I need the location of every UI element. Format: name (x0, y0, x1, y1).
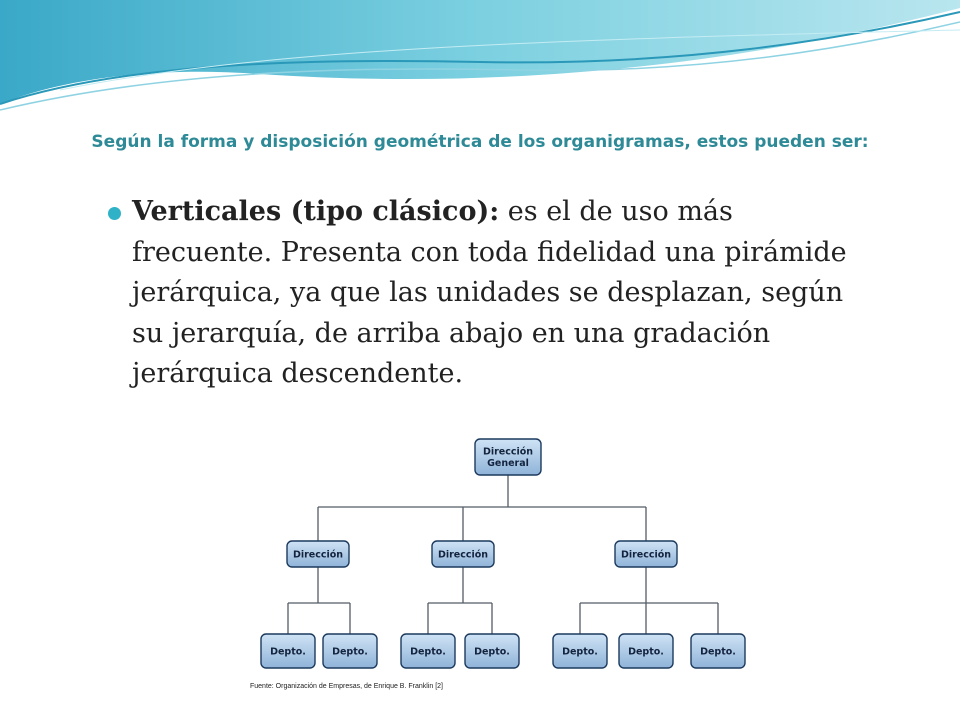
node-departamento (465, 634, 519, 668)
bullet-description: es el de uso más frecuente. Presenta con toda fidelidad una pirámide jerárquica, ya que las unidades se desplazan, según su jerarquía, de arriba abajo en una gradación jerárquica descendente. (132, 196, 847, 389)
org-chart-caption: Fuente: Organización de Empresas, de Enrique B. Franklin [2] (250, 683, 443, 690)
node-departamento (323, 634, 377, 668)
node-departamento (691, 634, 745, 668)
node-departamento (401, 634, 455, 668)
node-direccion-label: Dirección (437, 549, 489, 561)
node-departamento-label: Depto. (562, 646, 598, 658)
node-direccion-general-label: General (487, 458, 529, 469)
bullet-term: Verticales (tipo clásico): (132, 196, 500, 227)
bullet-dot-icon (108, 207, 121, 220)
node-departamento (261, 634, 315, 668)
node-departamento-label: Depto. (700, 646, 736, 658)
node-departamento-label: Depto. (410, 646, 446, 658)
node-direccion-label: Dirección (620, 549, 672, 561)
bullet-text (132, 192, 866, 395)
node-direccion-general (475, 439, 541, 475)
slide-title: Según la forma y disposición geométrica de los organigramas, estos pueden ser: (91, 132, 869, 152)
node-departamento (553, 634, 607, 668)
node-departamento (619, 634, 673, 668)
vertical-org-chart (248, 437, 750, 693)
node-direccion-general-label: Dirección (482, 446, 534, 458)
node-direccion (615, 541, 677, 567)
node-departamento-label: Depto. (474, 646, 510, 658)
node-departamento-label: Depto. (270, 646, 306, 658)
node-direccion-label: Dirección (292, 549, 344, 561)
node-departamento-label: Depto. (628, 646, 664, 658)
header-wave-decoration (0, 0, 960, 120)
bullet-item (106, 192, 866, 395)
node-direccion (432, 541, 494, 567)
node-direccion (287, 541, 349, 567)
node-departamento-label: Depto. (332, 646, 368, 658)
